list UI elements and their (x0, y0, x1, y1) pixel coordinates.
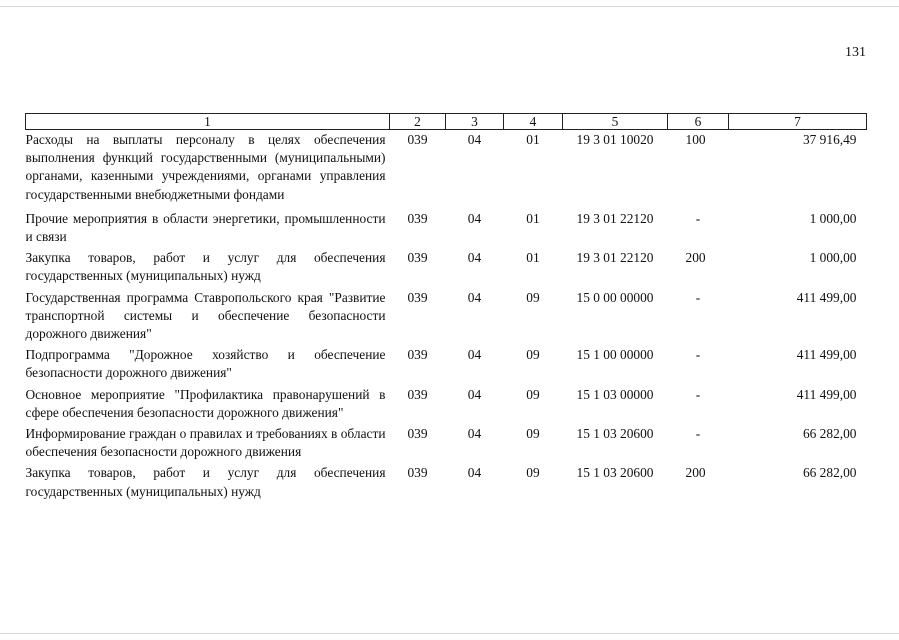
column-header: 3 (446, 114, 504, 130)
table-row (26, 249, 867, 288)
amount: 411 499,00 (796, 386, 857, 402)
expense-name: Государственная программа Ставропольского края "Развитие транспортной системы и обеспечение безопасности дорожного движения" (25, 289, 386, 342)
section-code: 04 (467, 289, 482, 305)
amount: 66 282,00 (802, 426, 857, 442)
target-code: 19 3 01 22120 (576, 250, 654, 266)
expense-name: Основное мероприятие "Профилактика правонарушений в сфере обеспечения безопасности дорожного движения" (25, 386, 386, 420)
expense-name: Закупка товаров, работ и услуг для обеспечения государственных (муниципальных) нужд (25, 250, 386, 284)
expense-type-code: 200 (685, 250, 706, 266)
expense-name: Информирование граждан о правилах и требованиях в области обеспечения безопасности дорожного движения (25, 426, 386, 460)
expense-type-code: 100 (685, 132, 706, 147)
expense-type-code: 200 (685, 465, 706, 481)
section-code: 04 (467, 132, 482, 147)
subsection-code: 01 (526, 250, 540, 266)
target-code: 19 3 01 10020 (576, 132, 654, 147)
amount: 66 282,00 (802, 465, 857, 481)
ministry-code: 039 (407, 347, 428, 363)
table-row (26, 130, 867, 210)
subsection-code: 09 (526, 347, 540, 363)
subsection-code: 09 (526, 426, 540, 442)
target-code: 19 3 01 22120 (576, 210, 654, 226)
table-row (26, 210, 867, 249)
amount: 411 499,00 (796, 347, 857, 363)
table-row (26, 289, 867, 347)
target-code: 15 1 03 20600 (576, 426, 654, 442)
table-row (26, 346, 867, 385)
subsection-code: 09 (526, 386, 540, 402)
expense-type-code: - (695, 347, 701, 363)
expense-type-code: - (695, 289, 701, 305)
column-header: 7 (729, 114, 867, 130)
amount: 1 000,00 (809, 250, 857, 266)
expense-name: Прочие мероприятия в области энергетики, промышленности и связи (25, 210, 386, 245)
column-header: 6 (668, 114, 729, 130)
budget-table (25, 113, 867, 503)
ministry-code: 039 (407, 210, 428, 226)
target-code: 15 1 00 00000 (576, 347, 654, 363)
column-header: 5 (563, 114, 668, 130)
expense-type-code: - (695, 426, 701, 442)
column-header: 1 (26, 114, 390, 130)
column-header: 2 (390, 114, 446, 130)
expense-name: Закупка товаров, работ и услуг для обеспечения государственных (муниципальных) нужд (25, 465, 386, 499)
ministry-code: 039 (407, 250, 428, 266)
scan-edge-bottom (0, 633, 899, 634)
column-header: 4 (504, 114, 563, 130)
section-code: 04 (467, 210, 482, 226)
target-code: 15 1 03 20600 (576, 465, 654, 481)
ministry-code: 039 (407, 386, 428, 402)
section-code: 04 (467, 250, 482, 266)
ministry-code: 039 (407, 289, 428, 305)
section-code: 04 (467, 347, 482, 363)
subsection-code: 09 (526, 289, 540, 305)
ministry-code: 039 (407, 426, 428, 442)
section-code: 04 (467, 465, 482, 481)
scan-edge-top (0, 6, 899, 7)
amount: 1 000,00 (809, 210, 857, 226)
target-code: 15 1 03 00000 (576, 386, 654, 402)
expense-type-code: - (695, 386, 701, 402)
page-number: 131 (845, 45, 866, 60)
amount: 411 499,00 (796, 289, 857, 305)
section-code: 04 (467, 386, 482, 402)
subsection-code: 01 (526, 132, 540, 147)
subsection-code: 01 (526, 210, 540, 226)
ministry-code: 039 (407, 465, 428, 481)
expense-name: Подпрограмма "Дорожное хозяйство и обеспечение безопасности дорожного движения" (25, 347, 386, 381)
table-row (26, 386, 867, 425)
section-code: 04 (467, 426, 482, 442)
expense-type-code: - (695, 210, 701, 226)
table-row (26, 464, 867, 502)
expense-name: Расходы на выплаты персоналу в целях обеспечения выполнения функций государственными (муниципальными) органами, казенными учреждениями, органами управления государственными внебюджетными фондами (25, 132, 386, 202)
amount: 37 916,49 (802, 132, 857, 147)
table-header-row (26, 114, 867, 130)
ministry-code: 039 (407, 132, 428, 147)
table-row (26, 425, 867, 464)
target-code: 15 0 00 00000 (576, 289, 654, 305)
subsection-code: 09 (526, 465, 540, 481)
